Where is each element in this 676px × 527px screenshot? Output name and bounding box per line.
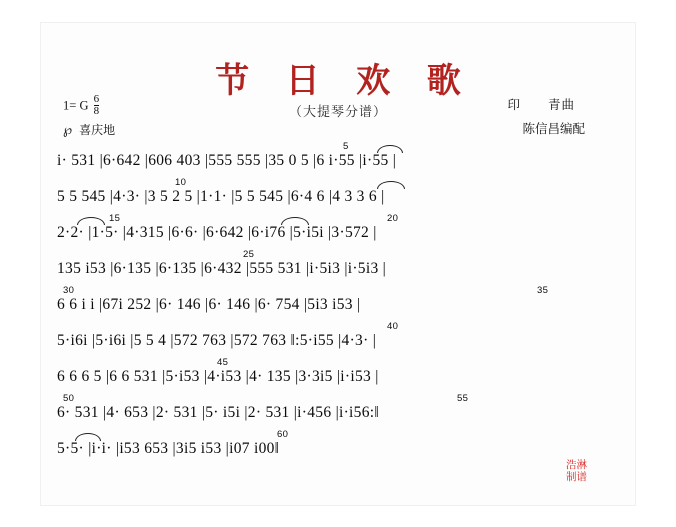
score-line — [57, 213, 623, 249]
score-line — [57, 177, 623, 213]
measure-number: 45 — [217, 357, 229, 368]
score-line — [57, 141, 623, 177]
key-signature — [63, 95, 99, 118]
sheet-canvas — [40, 22, 636, 506]
tempo-marking — [63, 121, 115, 138]
stamp-line-2: 制谱 — [566, 471, 587, 483]
measure-number: 35 — [537, 285, 549, 296]
note-row: i· 531 |6·642 |606 403 |555 555 |35 0 5 |6 i·55 |i·55 | — [57, 152, 397, 169]
key-label: 1= — [63, 98, 77, 113]
measure-number: 20 — [387, 213, 399, 224]
score-line — [57, 357, 623, 393]
note-row: 6 6 6 5 |6 6 531 |5·i53 |4·i53 |4· 135 |3·3i5 |i·i53 | — [57, 368, 379, 385]
score-line — [57, 249, 623, 285]
measure-number: 5 — [343, 141, 349, 152]
tempo-text: 喜庆地 — [79, 123, 116, 137]
note-row: 6· 531 |4· 653 |2· 531 |5· i5i |2· 531 |i·456 |i·i56:‖ — [57, 404, 380, 421]
subtitle: （大提琴分谱） — [288, 104, 387, 119]
page-title: 节 日 欢 歌 — [215, 63, 475, 100]
note-row: 6 6 i i |67i 252 |6· 146 |6· 146 |6· 754 |5i3 i53 | — [57, 296, 361, 313]
time-numerator: 6 — [93, 93, 100, 105]
time-denominator: 8 — [93, 105, 100, 117]
note-row: 2·2· |1·5· |4·315 |6·6· |6·642 |6·i76 |5·i5i |3·572 | — [57, 224, 377, 241]
score-line — [57, 429, 623, 465]
stamp-line-1: 浩淋 — [566, 459, 587, 471]
key-value: G — [79, 98, 89, 113]
note-row: 5 5 545 |4·3· |3 5 2 5 |1·1· |5 5 545 |6·4 6 |4 3 3 6 | — [57, 188, 385, 205]
measure-number: 40 — [387, 321, 399, 332]
measure-number: 10 — [175, 177, 187, 188]
watermark-stamp — [566, 459, 587, 483]
note-row: 5·5· |i·i· |i53 653 |3i5 i53 |i07 i00‖ — [57, 440, 280, 457]
measure-number: 50 — [63, 393, 75, 404]
measure-number: 25 — [243, 249, 255, 260]
note-row: 5·i6i |5·i6i |5 5 4 |572 763 |572 763 ‖:5·i55 |4·3· | — [57, 332, 377, 349]
measure-number: 30 — [63, 285, 75, 296]
time-signature — [94, 94, 100, 117]
score-line — [57, 321, 623, 357]
arranger-credit: 陈信昌编配 — [522, 122, 585, 136]
measure-number: 60 — [277, 429, 289, 440]
music-staff — [57, 141, 623, 465]
segno-icon: ℘ — [63, 122, 73, 137]
note-row: 135 i53 |6·135 |6·135 |6·432 |555 531 |i·5i3 |i·5i3 | — [57, 260, 387, 277]
measure-number: 55 — [457, 393, 469, 404]
measure-number: 15 — [109, 213, 121, 224]
score-line — [57, 393, 623, 429]
composer-credit: 印 青曲 — [507, 98, 575, 112]
score-line — [57, 285, 623, 321]
